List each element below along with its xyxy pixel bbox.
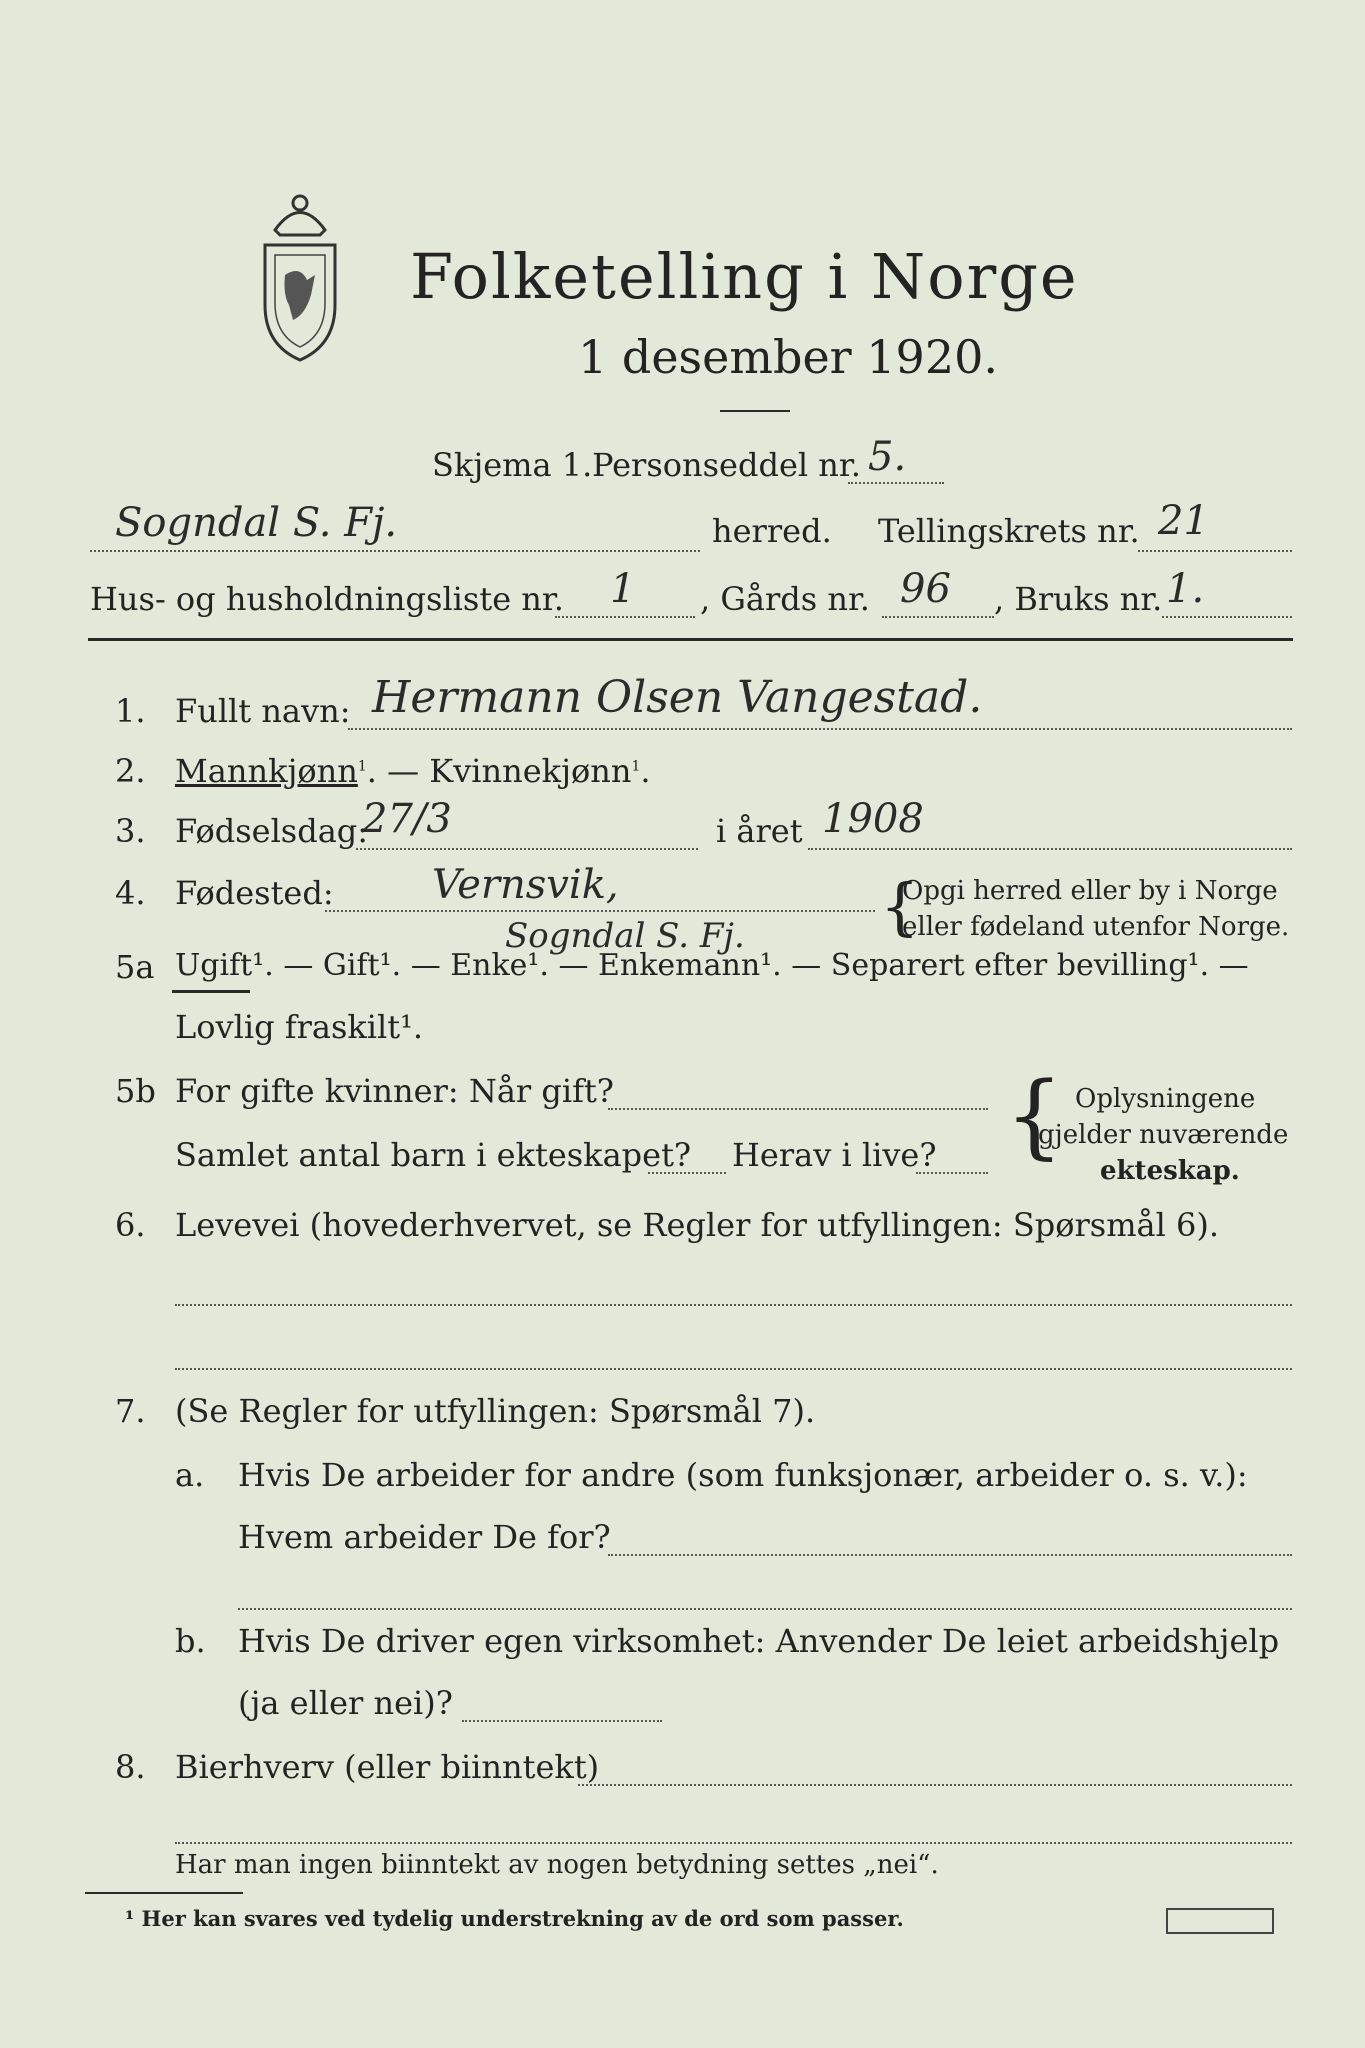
q5b-label-3: Herav i live? [732, 1136, 937, 1174]
personseddel-line [848, 482, 944, 484]
personseddel-value[interactable]: 5. [868, 434, 907, 480]
hus-label: Hus- og husholdningsliste nr. [90, 580, 564, 618]
full-name-value[interactable]: Hermann Olsen Vangestad. [372, 672, 983, 723]
birthplace-value-1[interactable]: Vernsvik, [432, 862, 619, 908]
q8-label: Bierhverv (eller biinntekt) [175, 1748, 600, 1786]
q7a-label-2: Hvem arbeider De for? [238, 1518, 611, 1556]
q7-number: 7. [115, 1392, 146, 1430]
q6-label: Levevei (hovederhvervet, se Regler for utfyllingen: Spørsmål 6). [175, 1206, 1220, 1244]
q5b-line-3 [916, 1172, 988, 1174]
printer-stamp-icon [1166, 1908, 1274, 1934]
q7a-line-1 [608, 1554, 1292, 1556]
q5b-note-2: gjelder nuværende [1038, 1120, 1289, 1150]
q3-year-label: i året [716, 812, 803, 850]
birthyear-value[interactable]: 1908 [822, 796, 924, 842]
q3-label: Fødselsdag: [175, 812, 369, 850]
q3-line [356, 848, 698, 850]
q4-line [325, 910, 875, 912]
q4-bracket: { [880, 870, 920, 943]
q3-year-line [808, 848, 1292, 850]
q8-line-1 [578, 1784, 1292, 1786]
q8-number: 8. [115, 1748, 146, 1786]
q5b-label-2: Samlet antal barn i ekteskapet? [175, 1136, 692, 1174]
tellingskrets-value[interactable]: 21 [1158, 498, 1209, 544]
footnote-divider [85, 1892, 243, 1894]
male-option[interactable]: Mannkjønn [175, 752, 358, 790]
q5b-note-1: Oplysningene [1075, 1084, 1256, 1114]
q7-label: (Se Regler for utfyllingen: Spørsmål 7). [175, 1392, 816, 1430]
herred-line [90, 550, 700, 552]
q5a-options[interactable]: Ugift¹. — Gift¹. — Enke¹. — Enkemann¹. — Separert efter bevilling¹. — [175, 948, 1249, 983]
q7b-line [462, 1720, 662, 1722]
q1-label: Fullt navn: [175, 692, 351, 730]
q4-note-1: Opgi herred eller by i Norge [902, 876, 1278, 906]
q8-note: Har man ingen biinntekt av nogen betydning settes „nei“. [175, 1850, 939, 1880]
bruks-label: , Bruks nr. [994, 580, 1163, 618]
q7a-label: Hvis De arbeider for andre (som funksjonær, arbeider o. s. v.): [238, 1456, 1248, 1494]
bruks-value[interactable]: 1. [1166, 566, 1205, 612]
title-divider [720, 410, 790, 412]
q5b-line-2 [648, 1172, 726, 1174]
herred-label: herred. [712, 512, 832, 550]
birthplace-value-2[interactable]: Sogndal S. Fj. [505, 916, 745, 956]
form-title: Folketelling i Norge [410, 240, 1079, 313]
hus-value[interactable]: 1 [610, 566, 636, 612]
tellingskrets-label: Tellingskrets nr. [878, 512, 1140, 550]
gards-label: , Gårds nr. [700, 580, 870, 618]
herred-value[interactable]: Sogndal S. Fj. [115, 500, 398, 546]
gards-value[interactable]: 96 [900, 566, 951, 612]
tellingskrets-line [1138, 550, 1292, 552]
q3-number: 3. [115, 812, 146, 850]
q5b-bracket: { [1005, 1062, 1064, 1169]
q6-line-2 [175, 1368, 1292, 1370]
q7a-number: a. [175, 1456, 205, 1494]
q5a-options-2[interactable]: Lovlig fraskilt¹. [175, 1008, 424, 1046]
q5b-number: 5b [115, 1072, 156, 1110]
q1-number: 1. [115, 692, 146, 730]
bruks-line [1162, 616, 1292, 618]
q5b-note-3: ekteskap. [1100, 1156, 1240, 1186]
q8-line-2 [175, 1842, 1292, 1844]
q2-options: Mannkjønn$^1$. — Kvinnekjønn$^1$. [175, 752, 651, 790]
female-option[interactable]: Kvinnekjønn [429, 752, 632, 790]
birthdate-value[interactable]: 27/3 [362, 796, 452, 842]
q5a-number: 5a [115, 948, 155, 986]
q5b-line-1 [608, 1108, 988, 1110]
header-divider [88, 638, 1293, 641]
coat-of-arms-icon [245, 175, 355, 365]
ugift-underline [172, 990, 250, 993]
q4-note-2: eller fødeland utenfor Norge. [902, 912, 1290, 942]
q7a-line-2 [238, 1608, 1292, 1610]
q7b-number: b. [175, 1622, 206, 1660]
footnote: ¹ Her kan svares ved tydelig understrekning av de ord som passer. [125, 1906, 904, 1931]
skjema-label: Skjema 1. [432, 446, 593, 484]
q7b-label-2: (ja eller nei)? [238, 1684, 453, 1722]
q2-number: 2. [115, 752, 146, 790]
q4-number: 4. [115, 874, 146, 912]
q1-line [348, 728, 1292, 730]
gards-line [882, 616, 994, 618]
q5b-label-1: For gifte kvinner: Når gift? [175, 1072, 614, 1110]
personseddel-label: Personseddel nr. [592, 446, 861, 484]
census-date: 1 desember 1920. [578, 330, 998, 384]
q7b-label: Hvis De driver egen virksomhet: Anvender De leiet arbeidshjelp [238, 1622, 1280, 1660]
q6-line-1 [175, 1304, 1292, 1306]
q6-number: 6. [115, 1206, 146, 1244]
q4-label: Fødested: [175, 874, 334, 912]
hus-line [555, 616, 695, 618]
